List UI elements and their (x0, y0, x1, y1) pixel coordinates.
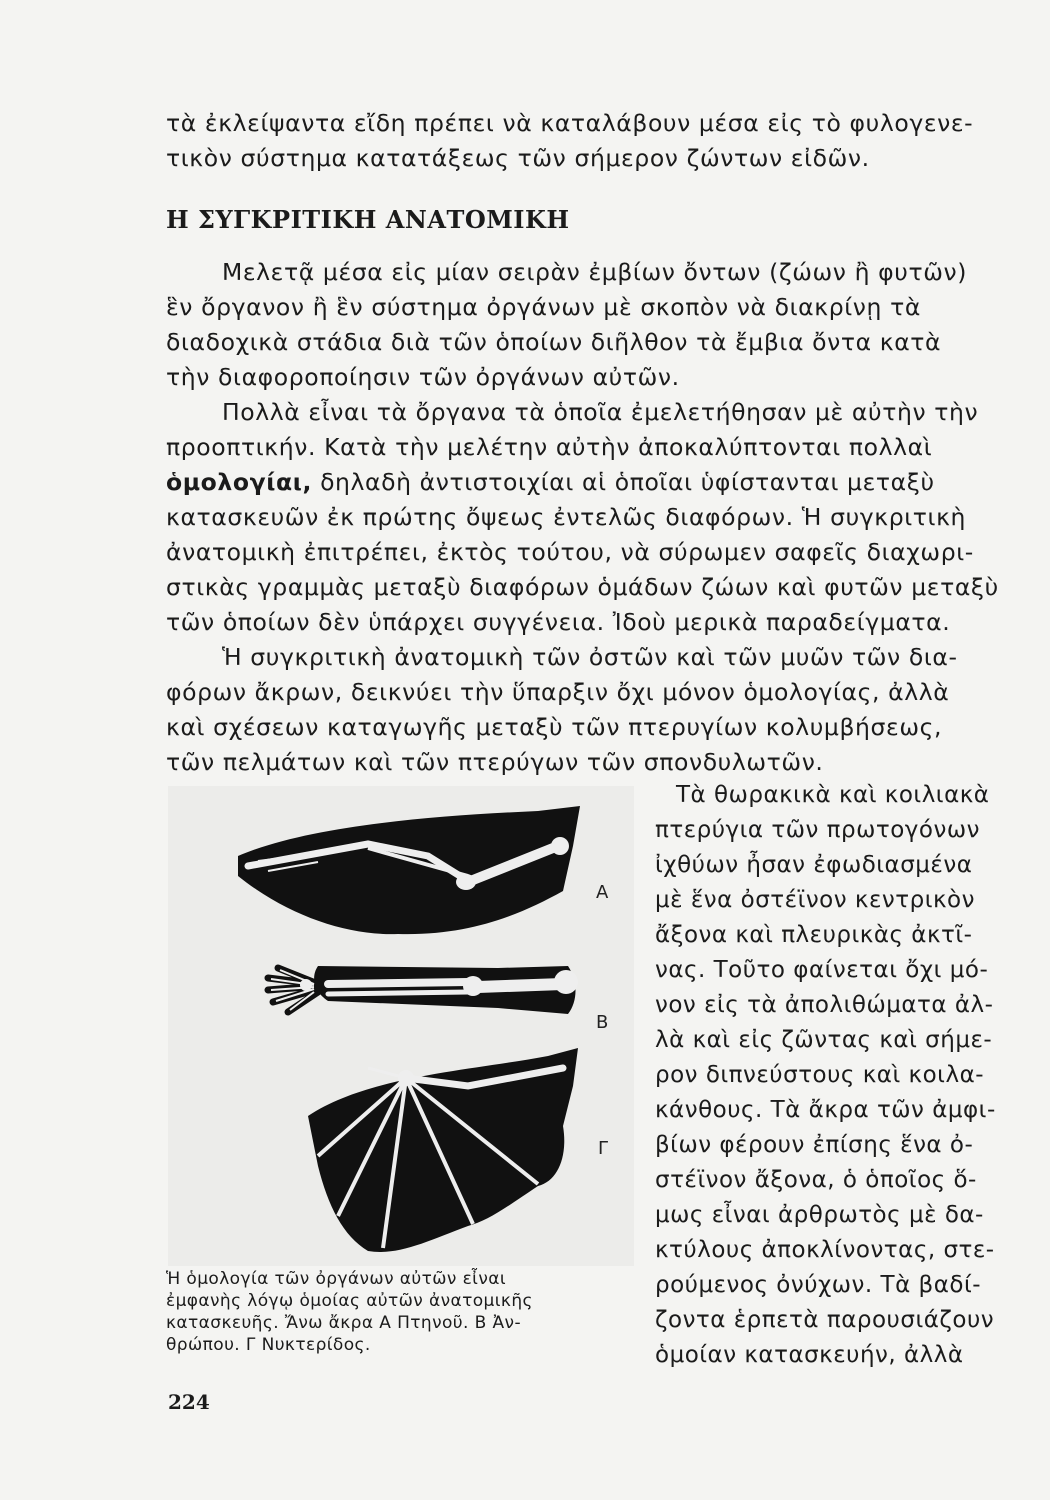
text-span: δηλαδὴ ἀντιστοιχίαι αἱ ὁποῖαι ὑφίστανται μεταξὺ (312, 468, 935, 496)
human-arm-drawing (268, 966, 578, 1014)
text-line: φόρων ἄκρων, δεικνύει τὴν ὕπαρξιν ὄχι μόνον ὁμολογίας, ἀλλὰ (166, 678, 950, 706)
text-line: διαδοχικὰ στάδια διὰ τῶν ὁποίων διῆλθον τὰ ἔμβια ὄντα κατὰ (166, 328, 942, 356)
term-homologies: ὁμολογίαι, (166, 468, 312, 496)
text-line: ρούμενος ὀνύχων. Τὰ βαδί- (655, 1272, 982, 1298)
text-line: πτερύγια τῶν πρωτογόνων (655, 817, 980, 843)
text-line: τικὸν σύστημα κατατάξεως τῶν σήμερον ζώντων εἰδῶν. (166, 144, 870, 172)
caption-line: θρώπου. Γ Νυκτερίδος. (166, 1335, 371, 1355)
text-line: ζοντα ἑρπετὰ παρουσιάζουν (655, 1307, 995, 1333)
text-line: ἀνατομικὴ ἐπιτρέπει, ἐκτὸς τούτου, νὰ σύρωμεν σαφεῖς διαχωρι- (166, 538, 974, 566)
page-number: 224 (168, 1390, 210, 1414)
text-line (166, 467, 935, 497)
text-line: ἄξονα καὶ πλευρικὰς ἀκτῖ- (655, 922, 973, 948)
limbs-illustration (168, 786, 634, 1266)
text-line: τὴν διαφοροποίησιν τῶν ὀργάνων αὐτῶν. (166, 363, 680, 391)
text-line: στικὰς γραμμὰς μεταξὺ διαφόρων ὁμάδων ζώων καὶ φυτῶν μεταξὺ (166, 573, 999, 601)
bird-wing-drawing (238, 806, 580, 934)
text-line: ὁμοίαν κατασκευήν, ἀλλὰ (655, 1342, 964, 1368)
text-line: μως εἶναι ἀρθρωτὸς μὲ δα- (655, 1202, 984, 1228)
text-line: Πολλὰ εἶναι τὰ ὄργανα τὰ ὁποῖα ἐμελετήθησαν μὲ αὐτὴν τὴν (222, 398, 979, 426)
text-line: νας. Τοῦτο φαίνεται ὄχι μό- (655, 957, 989, 983)
text-line: μὲ ἕνα ὀστέϊνον κεντρικὸν (655, 887, 975, 913)
text-line: κτύλους ἀποκλίνοντας, στε- (655, 1237, 995, 1263)
figure-label-b: Β (596, 1012, 609, 1033)
text-line: κατασκευῶν ἐκ πρώτης ὄψεως ἐντελῶς διαφόρων. Ἡ συγκριτικὴ (166, 503, 967, 531)
text-line: λὰ καὶ εἰς ζῶντας καὶ σήμε- (655, 1027, 993, 1053)
text-line: στέϊνον ἄξονα, ὁ ὁποῖος ὅ- (655, 1167, 977, 1193)
text-line: Μελετᾷ μέσα εἰς μίαν σειρὰν ἐμβίων ὄντων (ζώων ἢ φυτῶν) (222, 258, 967, 286)
caption-line: Ἡ ὁμολογία τῶν ὀργάνων αὐτῶν εἶναι (166, 1269, 506, 1289)
text-line: νον εἰς τὰ ἀπολιθώματα ἀλ- (655, 992, 994, 1018)
caption-line: ἐμφανὴς λόγῳ ὁμοίας αὐτῶν ἀνατομικῆς (166, 1291, 533, 1311)
homology-figure (168, 786, 634, 1266)
text-line: Τὰ θωρακικὰ καὶ κοιλιακὰ (676, 782, 990, 808)
figure-label-c: Γ (598, 1138, 609, 1159)
text-line: καὶ σχέσεων καταγωγῆς μεταξὺ τῶν πτερυγίων κολυμβήσεως, (166, 713, 943, 741)
text-line: ἰχθύων ἦσαν ἐφωδιασμένα (655, 852, 973, 878)
text-line: προοπτικήν. Κατὰ τὴν μελέτην αὐτὴν ἀποκαλύπτονται πολλαὶ (166, 433, 933, 461)
text-line: βίων φέρουν ἐπίσης ἕνα ὀ- (655, 1132, 974, 1158)
text-line: τῶν ὁποίων δὲν ὑπάρχει συγγένεια. Ἰδοὺ μερικὰ παραδείγματα. (166, 608, 951, 636)
figure-label-a: Α (596, 882, 609, 903)
caption-line: κατασκευῆς. Ἄνω ἄκρα Α Πτηνοῦ. Β Ἀν- (166, 1313, 521, 1333)
figure-caption (166, 1268, 636, 1356)
text-line: ρον διπνεύστους καὶ κοιλα- (655, 1062, 985, 1088)
text-line: ἓν ὄργανον ἢ ἓν σύστημα ὀργάνων μὲ σκοπὸν νὰ διακρίνῃ τὰ (166, 293, 921, 321)
text-line: Ἡ συγκριτικὴ ἀνατομικὴ τῶν ὀστῶν καὶ τῶν μυῶν τῶν δια- (222, 643, 958, 671)
text-line: κάνθους. Τὰ ἄκρα τῶν ἀμφι- (655, 1097, 996, 1123)
section-heading: Η ΣΥΓΚΡΙΤΙΚΗ ΑΝΑΤΟΜΙΚΗ (166, 205, 570, 234)
text-line: τῶν πελμάτων καὶ τῶν πτερύγων τῶν σπονδυλωτῶν. (166, 748, 824, 776)
text-line: τὰ ἐκλείψαντα εἴδη πρέπει νὰ καταλάβουν μέσα εἰς τὸ φυλογενε- (166, 109, 974, 137)
bat-wing-drawing (308, 1048, 578, 1252)
